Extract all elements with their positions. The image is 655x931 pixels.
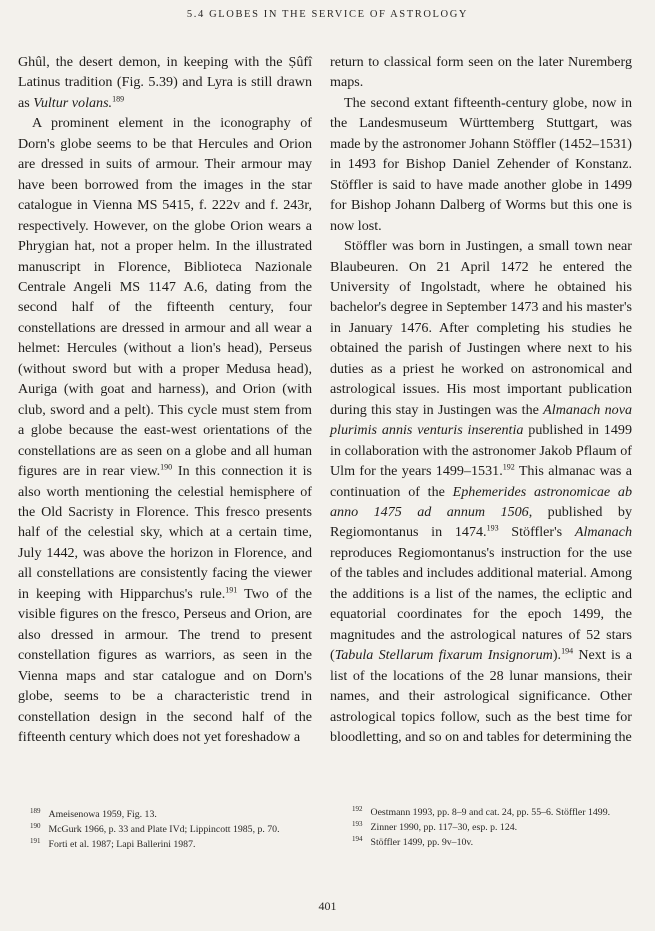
text-run: The second extant fifteenth-century globe, now in the Landesmuseum Württemberg Stuttgart, was made by the astronomer Johann Stöffler (1452–1531) in 1493 for Bishop Daniel Zehender of Konstanz. Stöffler is said to have made another globe in 1499 for Bishop Johann Dalberg of Worms but this one is now lost.	[330, 94, 632, 234]
text-run: In this connection it is also worth mentioning the celestial hemisphere of the Old Sacristy in Florence. This fresco presents half of the celestial sky, which at a certain time, July 1442, was above the horizon in Florence, and all constellations are consistently facing the viewer in keeping with Hipparchus's rule.	[18, 463, 312, 602]
right-text-column	[330, 52, 632, 747]
text-run: Stöffler was born in Justingen, a small town near Blaubeuren. On 21 April 1472 he entered the University of Ingolstadt, where he obtained his bachelor's degree in September 1473 and his master's in January 1476. After completing his studies he obtained the parish of Justingen where next to his duties as a priest he worked on astronomical and astrological issues. His most important publication during this stay in Justingen was the	[330, 238, 632, 418]
paragraph	[18, 52, 312, 113]
footnote-text: Oestmann 1993, pp. 8–9 and cat. 24, pp. 55–6. Stöffler 1499.	[370, 807, 611, 818]
footnote	[352, 836, 632, 850]
text-run: reproduces Regiomontanus's instruction for the use of the tables and includes additional material. Among the additions is a list of the names, the ecliptic and equatorial coordinates for the epoch 1499, the magnitudes and the astrological natures of 52 stars (	[330, 544, 632, 664]
footnote-ref: 194	[561, 646, 574, 656]
text-run: , published by Regiomontanus in 1474.	[330, 503, 632, 541]
footnote-ref: 193	[486, 523, 499, 533]
footnote	[30, 838, 315, 852]
paragraph	[330, 52, 632, 93]
footnote-number: 190	[30, 821, 41, 830]
footnotes-right	[352, 806, 632, 851]
text-run: A prominent element in the iconography of Dorn's globe seems to be that Hercules and Orion are dressed in suits of armour. Their armour may have been borrowed from the images in the star catalogue in Vienna MS 5415, f. 222v and f. 243r, respectively. However, on the globe Orion wears a Phrygian hat, not a proper helm. In the illustrated manuscript in Florence, Biblioteca Nazionale Centrale Angeli MS 1147 A.6, dating from the second half of the fifteenth century, four constellations are dressed in armour and all wear a helmet: Hercules (without a lion's head), Perseus (without sword but with a proper Medusa head), Auriga (with goat and harness), and Orion (with club, sword and a pelt). This cycle must stem from a globe because the east-west orientations of the constellations are as seen on a globe and all human figures are in rear view.	[18, 115, 312, 480]
footnote-number: 191	[30, 836, 41, 845]
italic-title: Vultur volans.	[33, 94, 113, 111]
footnote-number: 189	[30, 806, 41, 815]
text-run: Ghûl, the desert demon, in keeping with the Ṣûfî Latinus tradition (Fig. 5.39) and Lyra is still drawn as	[18, 54, 312, 111]
italic-title: Ephemerides astronomicae ab anno 1475 ad annum 1506	[330, 483, 632, 520]
footnotes-left	[30, 808, 315, 853]
footnote	[352, 821, 632, 835]
footnote-ref: 192	[502, 462, 515, 472]
footnote-text: McGurk 1966, p. 33 and Plate IVd; Lippincott 1985, p. 70.	[48, 824, 280, 835]
page-number: 401	[318, 899, 337, 913]
footnote-number: 193	[352, 819, 363, 828]
italic-title: Almanach nova plurimis annis venturis inserentia	[330, 401, 632, 439]
footnote-text: Stöffler 1499, pp. 9v–10v.	[370, 837, 474, 848]
italic-title: Tabula Stellarum fixarum Insignorum	[334, 647, 553, 664]
footnote	[30, 808, 315, 822]
footnote	[352, 806, 632, 820]
text-run: ).	[552, 647, 562, 664]
footnote-ref: 191	[225, 585, 238, 595]
footnote-ref: 189	[112, 94, 125, 104]
footnote-text: Ameisenowa 1959, Fig. 13.	[48, 809, 157, 820]
footnote-number: 194	[352, 834, 363, 843]
text-run: This almanac was a continuation of the	[330, 463, 632, 500]
footnote-number: 192	[352, 804, 363, 813]
text-run: published in 1499 in collaboration with the astronomer Jakob Pflaum of Ulm for the years 1499–1531.	[330, 422, 632, 480]
text-run: Two of the visible figures on the fresco, Perseus and Orion, are also dressed in armour. The trend to present constellation figures as warriors, as seen in the Vienna maps and star catalogue and on Dorn's globe, seems to be a characteristic trend in constellation design in the second half of the fifteenth century which does not yet foreshadow a	[18, 585, 312, 745]
footnote	[30, 823, 315, 837]
paragraph	[330, 93, 632, 236]
footnote-text: Zinner 1990, pp. 117–30, esp. p. 124.	[370, 822, 518, 833]
footnote-text: Forti et al. 1987; Lapi Ballerini 1987.	[48, 839, 196, 850]
text-run: return to classical form seen on the later Nuremberg maps.	[330, 54, 632, 91]
footnote-ref: 190	[160, 462, 173, 472]
paragraph	[330, 236, 632, 747]
paragraph	[18, 113, 312, 747]
left-text-column	[18, 52, 312, 747]
text-run: Stöffler's	[498, 524, 575, 541]
running-head: 5.4 GLOBES IN THE SERVICE OF ASTROLOGY	[186, 9, 469, 20]
italic-title: Almanach	[574, 524, 632, 541]
text-run: Next is a list of the locations of the 28 lunar mansions, their names, and their astrological significance. Other astrological topics follow, such as the best time for bloodletting, and so on and tables for determining the	[330, 647, 632, 745]
